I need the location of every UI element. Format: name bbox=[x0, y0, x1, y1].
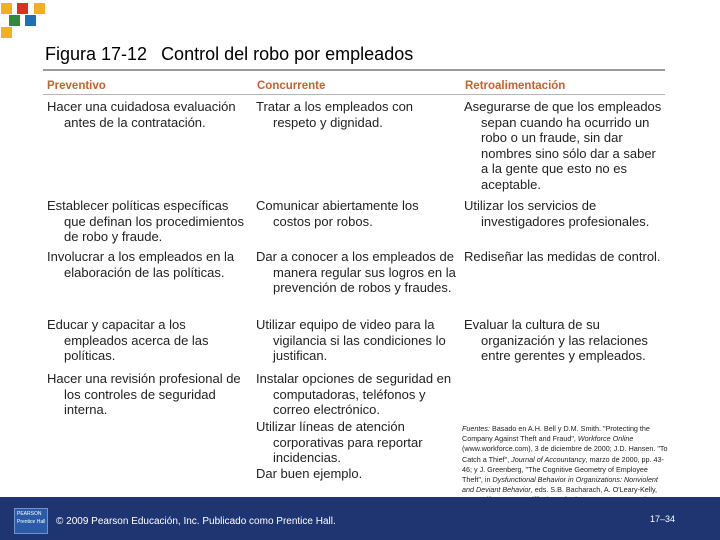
preventivo-item: Educar y capacitar a los empleados acerca de las políticas. bbox=[47, 317, 209, 363]
deco-square-yellow bbox=[34, 3, 45, 14]
header-rule bbox=[43, 94, 665, 95]
deco-square-red bbox=[17, 3, 28, 14]
header-retroalimentacion: Retroalimentación bbox=[465, 80, 566, 92]
concurrente-item: Utilizar líneas de atención corporativas para reportar incidencias. bbox=[256, 419, 423, 465]
logo-text-prentice: Prentice Hall bbox=[17, 519, 46, 525]
page-number: 17–34 bbox=[650, 514, 676, 524]
logo-text-pearson: PEARSON bbox=[17, 511, 42, 517]
deco-square-blue bbox=[25, 15, 36, 26]
deco-square-yellow bbox=[1, 27, 12, 38]
source-label: Fuentes: bbox=[462, 424, 490, 433]
slide-title bbox=[45, 44, 413, 65]
preventivo-item: Hacer una revisión profesional de los controles de seguridad interna. bbox=[47, 371, 241, 417]
deco-square-yellow bbox=[1, 3, 12, 14]
pearson-logo bbox=[14, 508, 48, 534]
preventivo-item: Hacer una cuidadosa evaluación antes de la contratación. bbox=[47, 99, 236, 130]
retroalimentacion-item: Asegurarse de que los empleados sepan cuando ha ocurrido un robo o un fraude, sin dar nombres sino sólo dar a saber a la gente que esto no es aceptable. bbox=[464, 99, 662, 192]
retroalimentacion-item: Rediseñar las medidas de control. bbox=[464, 249, 661, 264]
figure-number: Figura 17-12 bbox=[45, 44, 148, 64]
source-note: Fuentes: Basado en A.H. Bell y D.M. Smith. "Protecting the Company Against Theft and Fraud", Workforce Online (www.workforce.com), 3 de diciembre de 2000; J.D. Hansen. "To Catch a Thief", Journal of Accountancy, marzo de 2000, pp. 43-46; y J. Greenberg, "The Cognitive Geometry of Employee Theft", in Dysfunctional Behavior in Organizations: Nonviolent and Deviant Behavior, eds. S.B. Bacharach, A. O'Leary-Kelly, bbox=[462, 424, 668, 495]
concurrente-item: Comunicar abiertamente los costos por robos. bbox=[256, 198, 419, 229]
preventivo-item: Establecer políticas específicas que definan los procedimientos de robo y fraude. bbox=[47, 198, 244, 244]
preventivo-item: Involucrar a los empleados en la elaboración de las políticas. bbox=[47, 249, 235, 280]
concurrente-item: Dar buen ejemplo. bbox=[256, 466, 363, 481]
concurrente-item: Instalar opciones de seguridad en computadoras, teléfonos y correo electrónico. bbox=[256, 371, 452, 417]
copyright-text: © 2009 Pearson Educación, Inc. Publicado como Prentice Hall. bbox=[56, 516, 336, 527]
figure-title: Control del robo por empleados bbox=[161, 44, 414, 64]
title-rule bbox=[43, 69, 665, 71]
header-concurrente: Concurrente bbox=[257, 80, 326, 92]
retroalimentacion-item: Utilizar los servicios de investigadores profesionales. bbox=[464, 198, 650, 229]
header-preventivo: Preventivo bbox=[47, 80, 106, 92]
concurrente-item: Dar a conocer a los empleados de manera regular sus logros en la prevención de robos y fraudes. bbox=[256, 249, 456, 295]
concurrente-item: Tratar a los empleados con respeto y dignidad. bbox=[256, 99, 414, 130]
deco-square-green bbox=[9, 15, 20, 26]
concurrente-item: Utilizar equipo de video para la vigilancia si las condiciones lo justifican. bbox=[256, 317, 446, 363]
retroalimentacion-item: Evaluar la cultura de su organización y las relaciones entre gerentes y empleados. bbox=[464, 317, 648, 363]
